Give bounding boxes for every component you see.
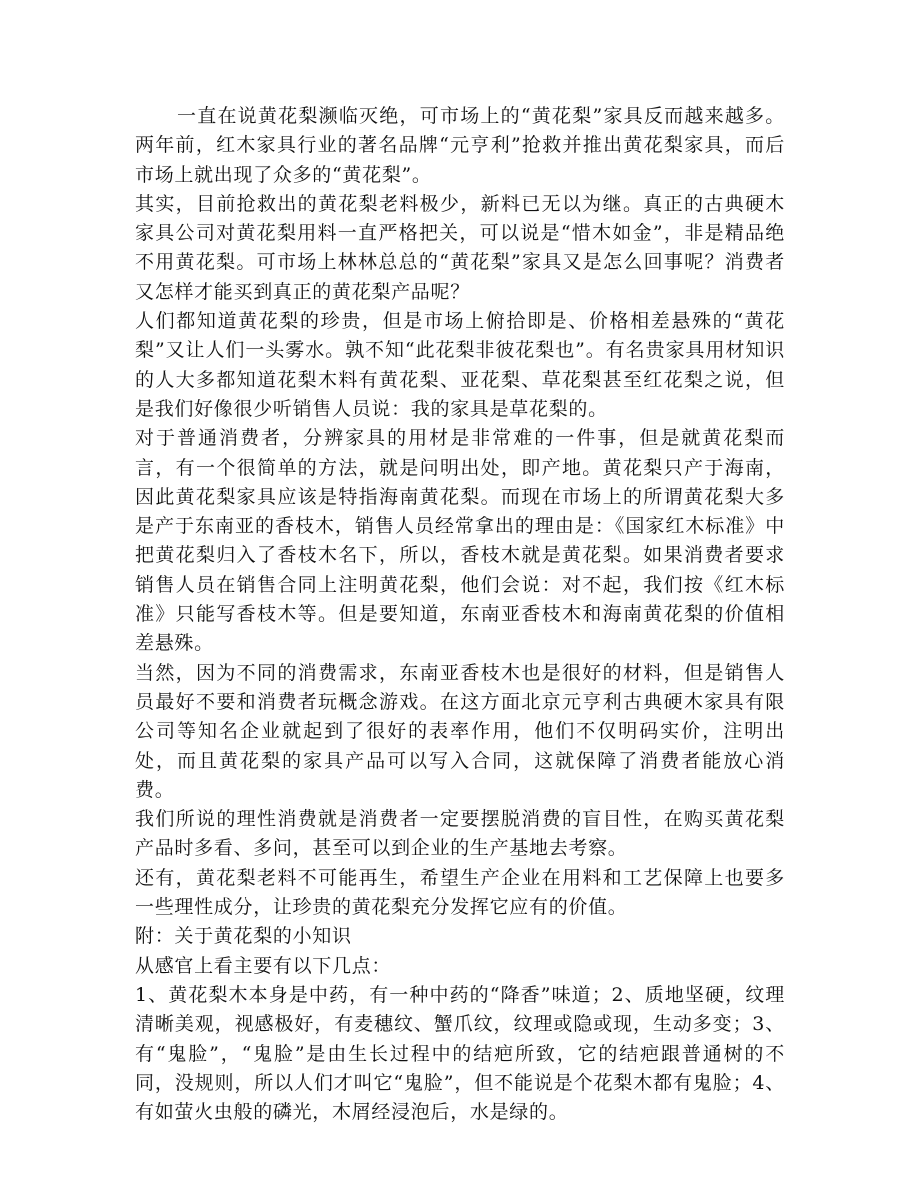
paragraph: 当然，因为不同的消费需求，东南亚香枝木也是很好的材料，但是销售人员最好不要和消费者玩概念游戏。在这方面北京元亨利古典硬木家具有限公司等知名企业就起到了很好的表率作用，他们不仅明码实价，注明出处，而且黄花梨的家具产品可以写入合同，这就保障了消费者能放心消费。 xyxy=(135,661,785,801)
paragraph: 还有，黄花梨老料不可能再生，希望生产企业在用料和工艺保障上也要多一些理性成分，让珍贵的黄花梨充分发挥它应有的价值。 xyxy=(135,866,785,919)
paragraph: 对于普通消费者，分辨家具的用材是非常难的一件事，但是就黄花梨而言，有一个很简单的方法，就是问明出处，即产地。黄花梨只产于海南，因此黄花梨家具应该是特指海南黄花梨。而现在市场上的所谓黄花梨大多是产于东南亚的香枝木，销售人员经常拿出的理由是：《国家红木标准》中把黄花梨归入了香枝木名下，所以，香枝木就是黄花梨。如果消费者要求销售人员在销售合同上注明黄花梨，他们会说：对不起，我们按《红木标准》只能写香枝木等。但是要知道，东南亚香枝木和海南黄花梨的价值相差悬殊。 xyxy=(135,427,785,655)
paragraph: 1、黄花梨木本身是中药，有一种中药的“降香”味道；2、质地坚硬，纹理清晰美观，视感极好，有麦穗纹、蟹爪纹，纹理或隐或现，生动多变；3、有“鬼脸”，“鬼脸”是由生长过程中的结疤所致，它的结疤跟普通树的不同，没规则，所以人们才叫它“鬼脸”，但不能说是个花梨木都有鬼脸；4、有如萤火虫般的磷光，木屑经浸泡后，水是绿的。 xyxy=(135,983,785,1124)
paragraph: 人们都知道黄花梨的珍贵，但是市场上俯拾即是、价格相差悬殊的“黄花梨”又让人们一头雾水。孰不知“此花梨非彼花梨也”。有名贵家具用材知识的人大多都知道花梨木料有黄花梨、亚花梨、草花梨甚至红花梨之说，但是我们好像很少听销售人员说：我的家具是草花梨的。 xyxy=(135,310,785,420)
article-body xyxy=(135,102,785,1127)
section-heading: 附：关于黄花梨的小知识 xyxy=(135,925,352,948)
paragraph: 我们所说的理性消费就是消费者一定要摆脱消费的盲目性，在购买黄花梨产品时多看、多问，甚至可以到企业的生产基地去考察。 xyxy=(135,808,785,860)
paragraph: 一直在说黄花梨濒临灭绝，可市场上的“黄花梨”家具反而越来越多。两年前，红木家具行业的著名品牌“元亨利”抢救并推出黄花梨家具，而后市场上就出现了众多的“黄花梨”。 xyxy=(135,105,785,186)
paragraph: 从感官上看主要有以下几点： xyxy=(135,954,392,977)
paragraph: 其实，目前抢救出的黄花梨老料极少，新料已无以为继。真正的古典硬木家具公司对黄花梨用料一直严格把关，可以说是“惜木如金”，非是精品绝不用黄花梨。可市场上林林总总的“黄花梨”家具又是怎么回事呢？消费者又怎样才能买到真正的黄花梨产品呢？ xyxy=(135,192,785,303)
